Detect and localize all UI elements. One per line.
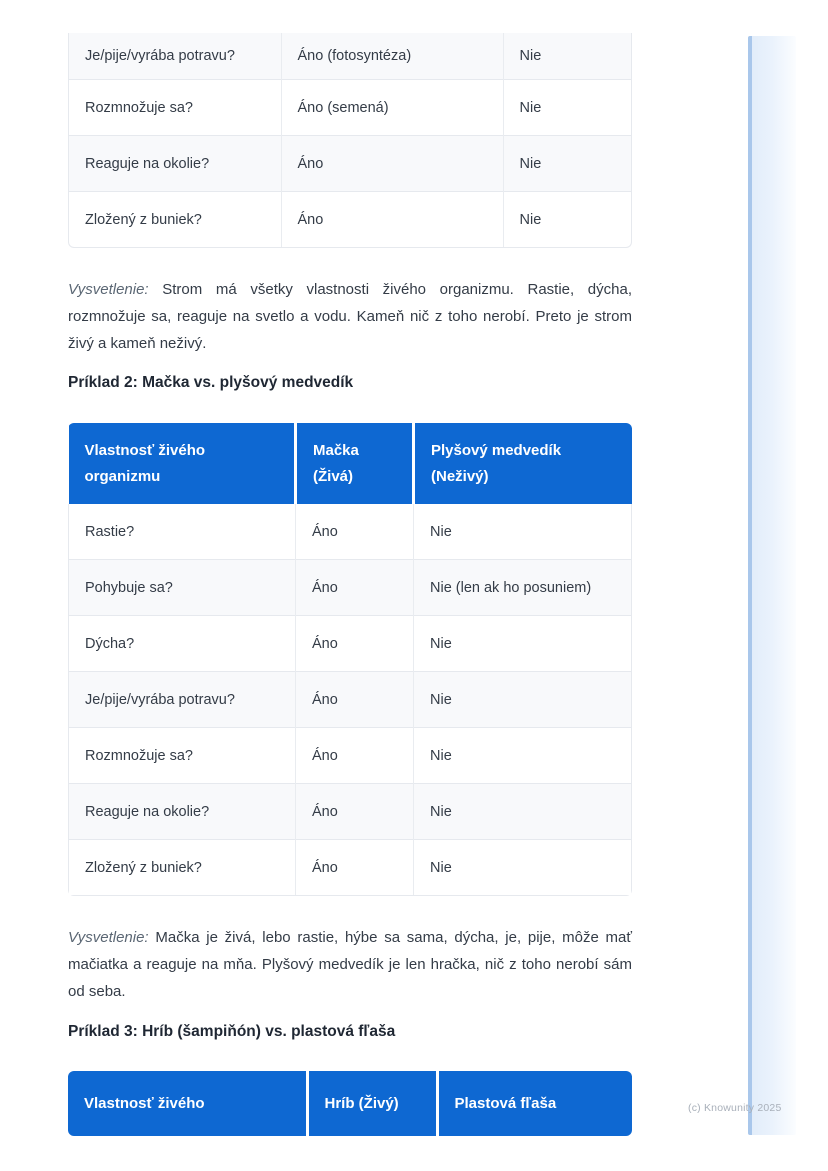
comparison-table: [69, 33, 631, 247]
table-cell: Zložený z buniek?: [69, 192, 281, 248]
column-header: Hríb (Živý): [307, 1071, 437, 1136]
table-cell: Reaguje na okolie?: [69, 136, 281, 192]
table-row: [69, 192, 631, 248]
table-cell: Nie: [414, 616, 632, 672]
column-header: Vlastnosť živého: [68, 1071, 307, 1136]
table-cell: Nie: [414, 840, 632, 896]
table-tree-vs-stone-partial: [68, 33, 632, 248]
heading-example-3: Príklad 3: Hríb (šampiňón) vs. plastová fľaša: [68, 1023, 396, 1040]
column-header: Mačka (Živá): [296, 423, 414, 504]
table-mushroom-vs-bottle-partial: [68, 1071, 632, 1136]
table-row: [69, 728, 632, 784]
table-cell: Áno: [296, 560, 414, 616]
table-cell: Nie: [414, 784, 632, 840]
table-cell: Áno: [296, 616, 414, 672]
explanation-text: Strom má všetky vlastnosti živého organizmu. Rastie, dýcha, rozmnožuje sa, reaguje na svetlo a vodu. Kameň nič z toho nerobí. Preto je strom živý a kameň neživý.: [68, 281, 632, 352]
table-cell: Nie: [503, 192, 631, 248]
table-cell: Rastie?: [69, 504, 296, 560]
table-row: [69, 840, 632, 896]
table-row: [69, 33, 631, 80]
table-cell: Rozmnožuje sa?: [69, 80, 281, 136]
table-cell: Reaguje na okolie?: [69, 784, 296, 840]
column-header: Plastová fľaša: [437, 1071, 632, 1136]
table-cell: Áno: [296, 728, 414, 784]
column-header: Plyšový medvedík (Neživý): [414, 423, 632, 504]
table-cell: Áno: [296, 672, 414, 728]
heading-example-2: Príklad 2: Mačka vs. plyšový medvedík: [68, 374, 354, 391]
column-header: Vlastnosť živého organizmu: [69, 423, 296, 504]
table-cell: Nie: [503, 136, 631, 192]
table-cell: Áno: [281, 136, 503, 192]
table-row: [69, 136, 631, 192]
copyright-watermark: (c) Knowunity 2025: [688, 1102, 782, 1114]
table-cell: Dýcha?: [69, 616, 296, 672]
table-row: [69, 80, 631, 136]
table-row: [69, 672, 632, 728]
comparison-table: [68, 1071, 632, 1136]
table-row: [69, 560, 632, 616]
table-cell: Áno (semená): [281, 80, 503, 136]
table-cell: Nie: [414, 728, 632, 784]
table-cell: Nie: [503, 33, 631, 80]
table-row: [69, 504, 632, 560]
table-cell: Áno: [296, 504, 414, 560]
explanation-label: Vysvetlenie:: [68, 929, 149, 946]
table-cell: Áno: [281, 192, 503, 248]
page-content: [68, 33, 632, 1136]
table-cell: Nie: [503, 80, 631, 136]
table-cell: Zložený z buniek?: [69, 840, 296, 896]
table-cell: Áno (fotosyntéza): [281, 33, 503, 80]
explanation-text: Mačka je živá, lebo rastie, hýbe sa sama, dýcha, je, pije, môže mať mačiatka a reaguje na mňa. Plyšový medvedík je len hračka, nič z toho nerobí sám od seba.: [68, 929, 633, 1000]
explanation-paragraph: [68, 276, 632, 357]
table-cell: Nie: [414, 672, 632, 728]
page-edge-strip: [748, 36, 796, 1135]
table-cell: Nie: [414, 504, 632, 560]
comparison-table: [68, 423, 632, 896]
table-cell: Rozmnožuje sa?: [69, 728, 296, 784]
table-cell: Je/pije/vyrába potravu?: [69, 672, 296, 728]
table-row: [69, 616, 632, 672]
explanation-paragraph: [68, 924, 632, 1005]
table-cat-vs-teddy: [68, 423, 632, 896]
table-cell: Pohybuje sa?: [69, 560, 296, 616]
explanation-label: Vysvetlenie:: [68, 281, 149, 298]
table-cell: Áno: [296, 784, 414, 840]
table-cell: Je/pije/vyrába potravu?: [85, 48, 235, 64]
table-cell: Nie (len ak ho posuniem): [414, 560, 632, 616]
table-row: [69, 784, 632, 840]
table-cell: Áno: [296, 840, 414, 896]
